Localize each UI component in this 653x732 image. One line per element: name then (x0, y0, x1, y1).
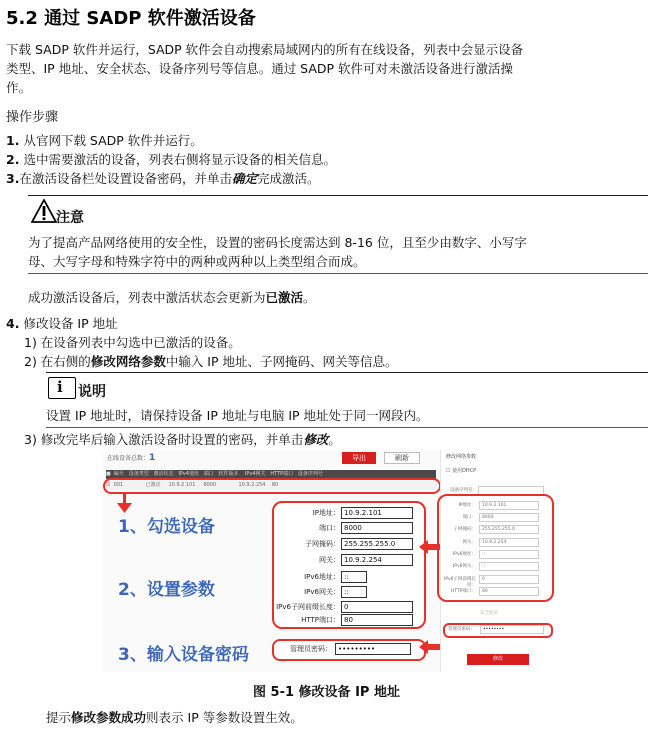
right-label-gateway: 网关： (462, 540, 476, 545)
right-label-ipv6: IPv6地址： (452, 552, 476, 557)
password-input[interactable]: ••••••••• (335, 643, 411, 655)
modify-button[interactable]: 修改 (467, 654, 529, 665)
form-label-port: 端口： (319, 524, 340, 532)
step-4-sub-3-pre: 3) 修改完毕后输入激活设备时设置的密码，并单击 (24, 432, 304, 447)
step-4-number: 4. (6, 316, 20, 331)
step-4-sub-2 (24, 352, 398, 371)
step-4-sub-3 (24, 430, 341, 449)
form-ip-input[interactable]: 10.9.2.101 (341, 507, 413, 519)
selected-row-highlight (103, 478, 441, 494)
form-label-mask: 子网掩码： (305, 540, 340, 548)
step-4-sub-2-post: 中输入 IP 地址、子网掩码、网关等信息。 (165, 354, 398, 369)
note-top-rule (46, 372, 648, 373)
right-gateway-input[interactable]: 10.9.2.254 (479, 538, 539, 547)
note-text: 设置 IP 地址时，请保持设备 IP 地址与电脑 IP 地址处于同一网段内。 (46, 408, 429, 423)
step-2-number: 2. (6, 152, 20, 167)
right-label-http-port: HTTP端口： (450, 589, 476, 594)
password-label: 管理员密码： (290, 645, 332, 653)
caution-line-2: 母、大写字母和特殊字符中的两种或两种以上类型组合而成。 (28, 254, 366, 269)
device-table-header: ■ 编号 设备类型 激活状态 IPv4地址 端口 软件版本 IPv4网关 HTTP端口 设备序列号 (106, 470, 436, 479)
right-mask-input[interactable]: 255.255.255.0 (479, 525, 539, 534)
right-password-label: 管理员密码： (448, 627, 475, 632)
step-3 (6, 169, 320, 188)
activated-post: 。 (303, 290, 316, 305)
activated-note (28, 288, 316, 307)
note-title: 说明 (78, 384, 106, 400)
left-arrow-icon (419, 640, 441, 654)
note-bottom-rule (46, 427, 648, 428)
step-2-text: 选中需要激活的设备，列表右侧将显示设备的相关信息。 (23, 152, 336, 167)
form-ipv6-input[interactable]: :: (341, 571, 367, 583)
step-3-pre: 在激活设备栏处设置设备密码，并单击 (19, 171, 232, 186)
right-label-port: 端口： (462, 515, 476, 520)
right-port-input[interactable]: 8000 (479, 513, 539, 522)
form-gateway-input[interactable]: 10.9.2.254 (341, 554, 413, 566)
online-count-label: 在线设备总数： (107, 455, 150, 462)
step-4-sub-2-pre: 2) 在右侧的 (24, 354, 91, 369)
right-panel-title: 修改网络参数 (446, 454, 477, 460)
right-label-ipv6-prefix: IPv6子网前缀长度： (443, 577, 476, 588)
step-3-number: 3. (6, 171, 20, 186)
form-label-ipv6-gateway: IPv6网关： (304, 588, 340, 596)
step-1-number: 1. (6, 133, 20, 148)
right-ipv6-gateway-input[interactable]: :: (479, 562, 539, 571)
form-label-ip: IP地址： (312, 509, 340, 517)
callout-select-device: 1、勾选设备 (118, 517, 215, 537)
serial-label: 设备序列号： (450, 488, 477, 493)
activated-status: 已激活 (265, 290, 304, 305)
form-mask-input[interactable]: 255.255.255.0 (341, 538, 413, 550)
result-pre: 提示 (46, 710, 72, 725)
callout-enter-password: 3、输入设备密码 (118, 645, 249, 665)
right-label-ip: IP地址： (458, 503, 476, 508)
step-4-sub-1: 1) 在设备列表中勾选中已激活的设备。 (24, 335, 241, 350)
result-post: 则表示 IP 等参数设置生效。 (146, 710, 303, 725)
refresh-button[interactable]: 刷新 (384, 452, 420, 464)
info-note-icon: i (48, 377, 76, 399)
form-ipv6-prefix-input[interactable]: 0 (341, 601, 413, 613)
result-success: 修改参数成功 (71, 710, 147, 725)
modify-network-params: 修改网络参数 (90, 354, 166, 369)
right-ipv6-prefix-input[interactable]: 0 (479, 575, 539, 584)
step-4-modify: 修改 (303, 432, 329, 447)
intro-line-2: 类型、IP 地址、安全状态、设备序列号等信息。通过 SADP 软件可对未激活设备进行激活操 (6, 61, 514, 76)
form-ipv6-gateway-input[interactable]: :: (341, 586, 367, 598)
warning-triangle-icon (31, 199, 57, 223)
callout-set-params: 2、设置参数 (118, 580, 215, 600)
caution-top-rule (28, 195, 648, 196)
right-label-mask: 子网掩码： (453, 527, 476, 532)
export-button[interactable]: 导出 (342, 452, 376, 464)
right-ip-input[interactable]: 10.9.2.101 (479, 501, 539, 510)
right-label-ipv6-gateway: IPv6网关： (452, 564, 476, 569)
dhcp-checkbox[interactable]: ☐ 使用DHCP (446, 468, 477, 474)
section-heading: 5.2 通过 SADP 软件激活设备 (6, 8, 256, 29)
result-note (46, 708, 303, 727)
step-4 (6, 314, 118, 333)
steps-heading: 操作步骤 (6, 110, 59, 125)
step-4-text: 修改设备 IP 地址 (23, 316, 118, 331)
step-3-post: 完成激活。 (256, 171, 320, 186)
secure-code-link[interactable]: 安全验证 (480, 611, 498, 616)
form-label-gateway: 网关： (319, 556, 340, 564)
step-4-sub-3-post: 。 (328, 432, 341, 447)
step-1 (6, 131, 203, 150)
intro-line-3: 作。 (6, 80, 32, 95)
caution-title: 注意 (56, 210, 84, 226)
online-count-value: 1 (149, 453, 156, 463)
step-1-text: 从官网下载 SADP 软件并运行。 (23, 133, 203, 148)
form-label-ipv6-prefix: IPv6子网前缀长度： (276, 603, 340, 611)
form-label-ipv6: IPv6地址： (304, 573, 340, 581)
form-http-port-input[interactable]: 80 (341, 614, 413, 626)
table-row[interactable]: ☑ 001 已激活 10.9.2.101 8000 10.9.2.254 80 (106, 481, 436, 490)
form-port-input[interactable]: 8000 (341, 522, 413, 534)
caution-bottom-rule (28, 273, 648, 274)
caution-line-1: 为了提高产品网络使用的安全性，设置的密码长度需达到 8-16 位，且至少由数字、小写字 (28, 235, 527, 250)
right-http-port-input[interactable]: 80 (479, 587, 539, 596)
right-ipv6-input[interactable]: :: (479, 550, 539, 559)
activated-pre: 成功激活设备后，列表中激活状态会更新为 (28, 290, 266, 305)
online-count (107, 453, 155, 463)
right-password-input[interactable]: •••••••• (480, 625, 544, 634)
intro-line-1: 下载 SADP 软件并运行，SADP 软件会自动搜索局域网内的所有在线设备，列表中会显示设备 (6, 42, 524, 57)
figure-caption: 图 5-1 修改设备 IP 地址 (253, 685, 400, 700)
step-3-confirm: 确定 (231, 171, 257, 186)
step-2 (6, 150, 336, 169)
form-label-http-port: HTTP端口： (301, 616, 340, 624)
